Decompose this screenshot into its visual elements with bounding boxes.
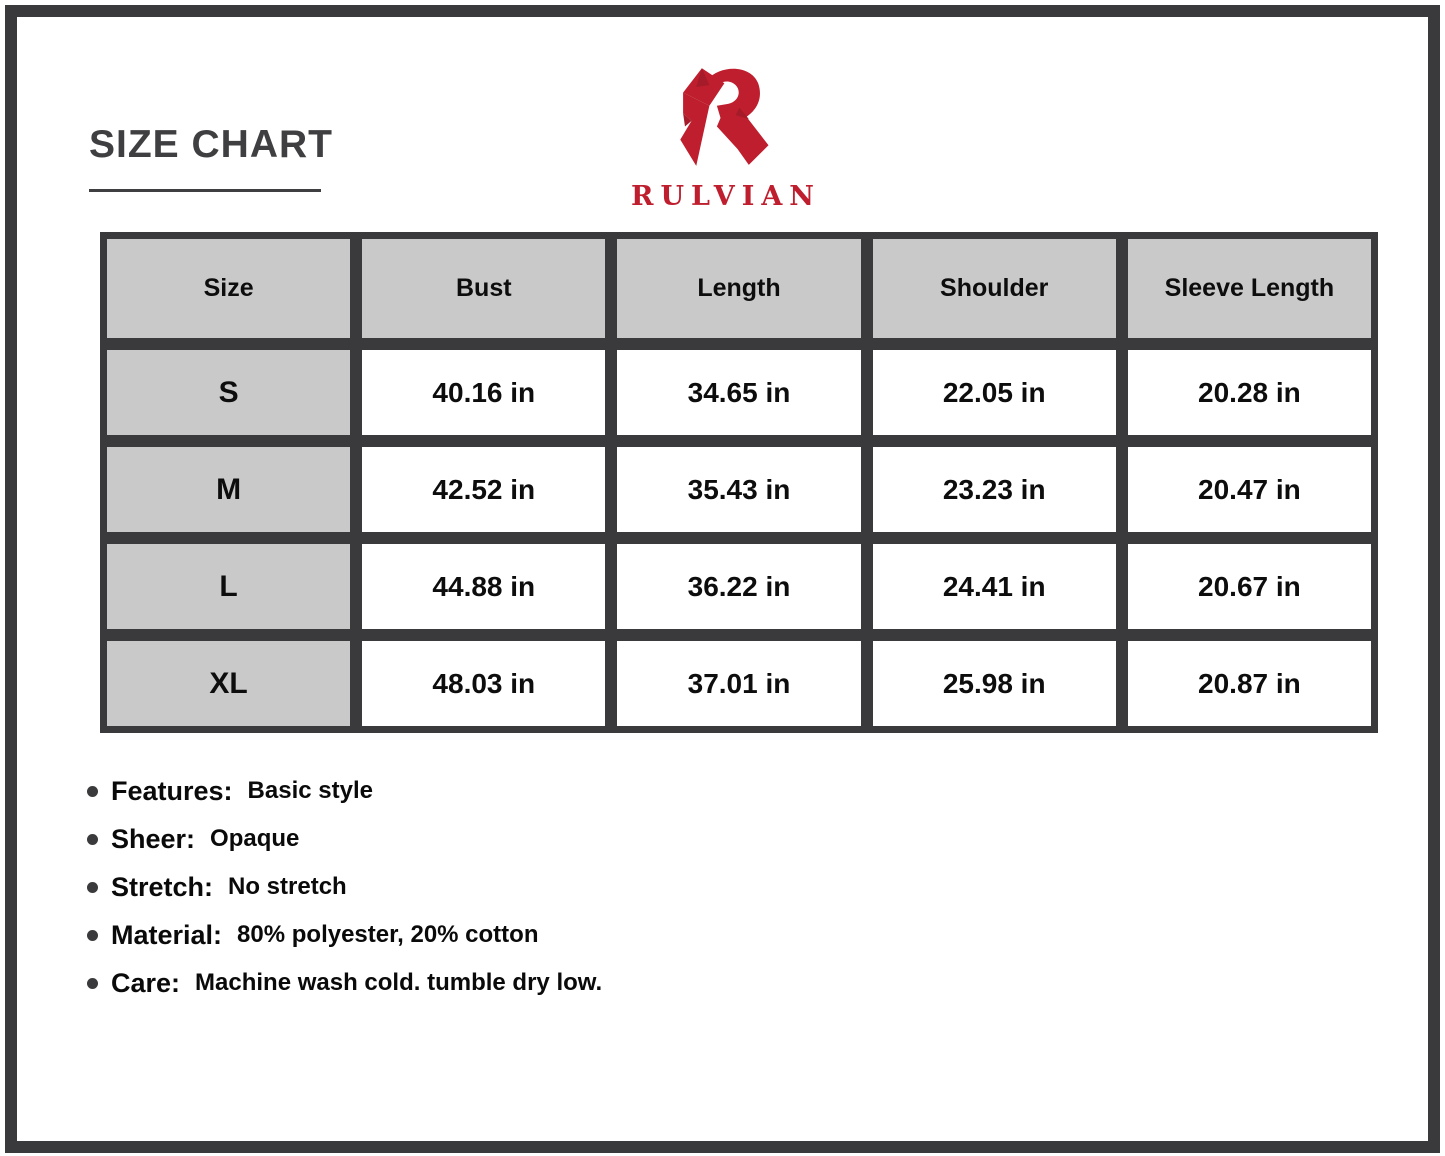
value-cell: 24.41 in [873, 544, 1116, 629]
detail-label: Material: [111, 919, 223, 950]
value-cell: 20.67 in [1128, 544, 1371, 629]
bullet-icon [87, 786, 98, 797]
column-header-size: Size [107, 239, 350, 338]
title-underline [89, 189, 321, 192]
list-item-care [87, 959, 602, 1007]
details-list [87, 767, 602, 1007]
value-cell: 20.87 in [1128, 641, 1371, 726]
detail-value: Machine wash cold. tumble dry low. [195, 969, 603, 996]
detail-value: Opaque [210, 825, 300, 852]
value-cell: 20.28 in [1128, 350, 1371, 435]
list-item-stretch [87, 863, 602, 911]
page-frame [5, 5, 1440, 1153]
size-cell: XL [107, 641, 350, 726]
page-title: SIZE CHART [89, 123, 333, 166]
bullet-icon [87, 834, 98, 845]
value-cell: 44.88 in [362, 544, 605, 629]
column-header-sleeve-length: Sleeve Length [1128, 239, 1371, 338]
detail-label: Sheer: [111, 823, 196, 854]
value-cell: 42.52 in [362, 447, 605, 532]
size-cell: L [107, 544, 350, 629]
value-cell: 37.01 in [617, 641, 860, 726]
bullet-icon [87, 930, 98, 941]
detail-value: 80% polyester, 20% cotton [237, 921, 539, 948]
brand-name: RULVIAN [631, 181, 821, 212]
column-header-length: Length [617, 239, 860, 338]
size-cell: S [107, 350, 350, 435]
value-cell: 40.16 in [362, 350, 605, 435]
value-cell: 25.98 in [873, 641, 1116, 726]
bullet-icon [87, 978, 98, 989]
value-cell: 35.43 in [617, 447, 860, 532]
value-cell: 36.22 in [617, 544, 860, 629]
value-cell: 22.05 in [873, 350, 1116, 435]
value-cell: 48.03 in [362, 641, 605, 726]
detail-label: Care: [111, 967, 181, 998]
detail-label: Features: [111, 775, 233, 806]
value-cell: 23.23 in [873, 447, 1116, 532]
title-block [89, 123, 333, 192]
list-item-features [87, 767, 602, 815]
column-header-shoulder: Shoulder [873, 239, 1116, 338]
value-cell: 20.47 in [1128, 447, 1371, 532]
value-cell: 34.65 in [617, 350, 860, 435]
brand-logo [624, 57, 821, 212]
detail-label: Stretch: [111, 871, 214, 902]
size-chart-table [100, 232, 1378, 733]
list-item-material [87, 911, 602, 959]
detail-value: No stretch [228, 873, 347, 900]
column-header-bust: Bust [362, 239, 605, 338]
list-item-sheer [87, 815, 602, 863]
brand-logo-icon [656, 57, 788, 179]
size-cell: M [107, 447, 350, 532]
detail-value: Basic style [247, 777, 373, 804]
bullet-icon [87, 882, 98, 893]
